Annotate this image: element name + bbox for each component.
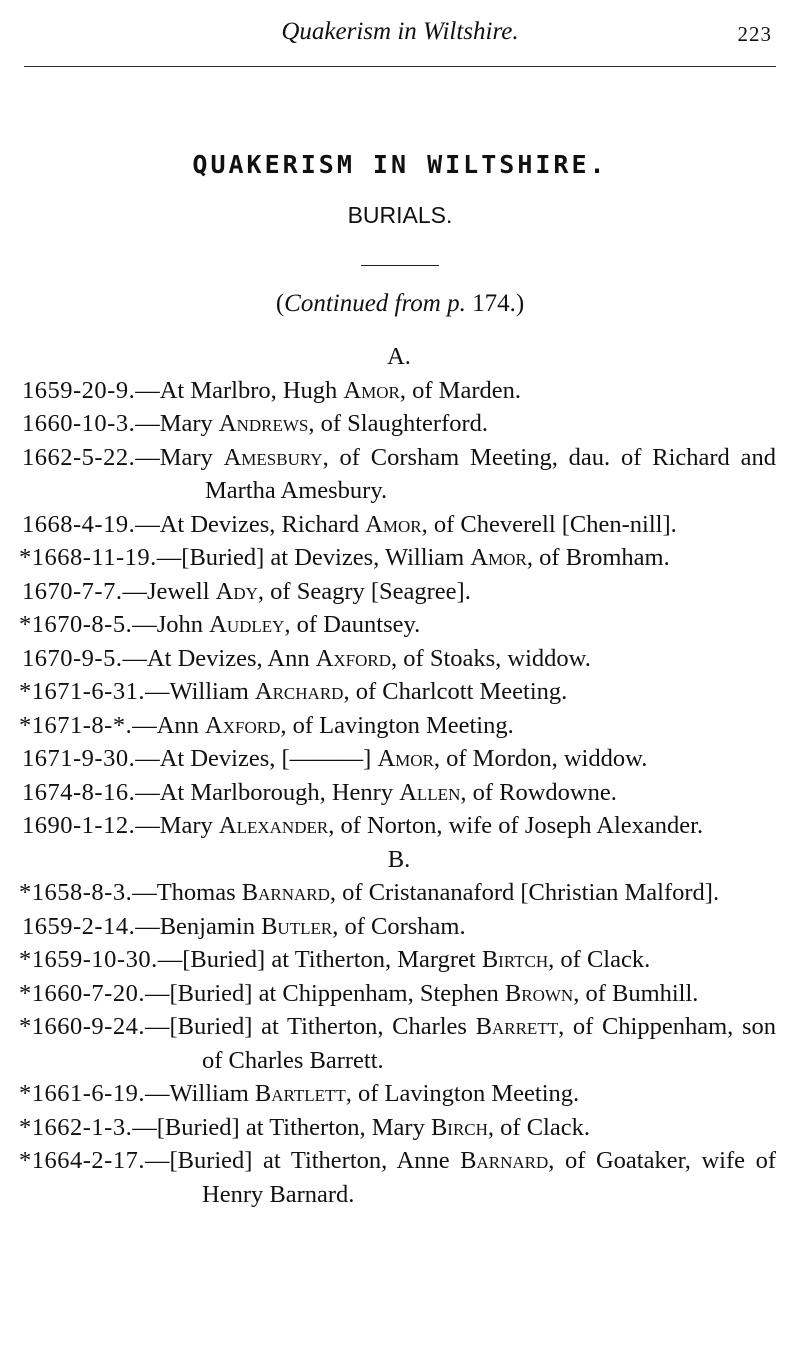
surname: Amor bbox=[470, 544, 527, 571]
entry-text: , of Clack. bbox=[487, 1113, 590, 1141]
surname: Ady bbox=[215, 577, 258, 605]
entry-text: —[Buried] at Titherton, Charles bbox=[144, 1013, 476, 1040]
continued-prefix: ( bbox=[275, 290, 285, 317]
burial-entry bbox=[22, 776, 776, 810]
burial-entry bbox=[19, 709, 776, 743]
surname: Archard bbox=[254, 678, 344, 705]
entry-date: 1670-9-5. bbox=[22, 644, 123, 672]
burial-entry bbox=[19, 608, 776, 642]
entry-date: *1660-7-20. bbox=[19, 979, 145, 1007]
surname: Barnard bbox=[241, 879, 330, 906]
page-number: 223 bbox=[737, 22, 772, 46]
burial-entry bbox=[19, 977, 776, 1011]
entry-text: , of Cristananaford [Christian Malford]. bbox=[329, 879, 720, 906]
entry-date: 1660-10-3. bbox=[22, 410, 136, 437]
entry-date: 1690-1-12. bbox=[22, 812, 136, 839]
burial-list bbox=[19, 340, 777, 1211]
entry-date: 1659-2-14. bbox=[22, 912, 136, 940]
burial-entry bbox=[19, 541, 776, 575]
entry-text: —John bbox=[132, 611, 210, 638]
burial-entry bbox=[22, 441, 776, 508]
running-header bbox=[0, 18, 800, 58]
burial-entry bbox=[19, 1144, 776, 1211]
entry-text: , of Charlcott Meeting. bbox=[343, 678, 568, 705]
entry-date: *1670-8-5. bbox=[19, 611, 133, 638]
entry-text: —Jewell bbox=[122, 577, 216, 605]
entry-date: *1662-1-3. bbox=[19, 1113, 133, 1141]
continued-page: 174.) bbox=[465, 290, 525, 317]
surname: Butler bbox=[261, 912, 333, 940]
surname: Amor bbox=[377, 745, 434, 772]
entry-text: —William bbox=[144, 1080, 255, 1107]
burial-entry bbox=[19, 1077, 776, 1111]
entry-text: , of Corsham. bbox=[332, 912, 466, 940]
entry-date: *1660-9-24. bbox=[19, 1013, 145, 1040]
burial-entry bbox=[22, 508, 776, 542]
entry-date: *1658-8-3. bbox=[19, 879, 133, 906]
surname: Amor bbox=[343, 376, 400, 404]
surname: Audley bbox=[209, 611, 285, 638]
entry-date: 1659-20-9. bbox=[22, 376, 136, 404]
surname: Axford bbox=[205, 711, 281, 739]
entry-text: , of Bromham. bbox=[526, 544, 670, 571]
entry-text: , of Lavington Meeting. bbox=[345, 1080, 580, 1107]
burial-entry bbox=[19, 1111, 776, 1145]
title-divider bbox=[361, 265, 439, 266]
entry-text: , of Norton, wife of Joseph Alexander. bbox=[328, 812, 704, 839]
surname: Alexander bbox=[218, 812, 329, 839]
surname: Barnard bbox=[460, 1147, 549, 1174]
entry-text: —Mary bbox=[135, 443, 224, 471]
burial-entry bbox=[19, 675, 776, 709]
entry-text: , of Chippenham, son of Charles Barrett. bbox=[202, 1013, 776, 1074]
entry-text: , of Lavington Meeting. bbox=[280, 711, 514, 739]
surname: Brown bbox=[504, 979, 574, 1007]
entry-text: , of Mordon, widdow. bbox=[433, 745, 648, 772]
entry-text: , of Seagry [Seagree]. bbox=[257, 577, 471, 605]
entry-text: , of Cheverell [Chen-nill]. bbox=[421, 510, 677, 538]
entry-text: , of Marden. bbox=[399, 376, 521, 404]
entry-text: —[Buried] at Chippenham, Stephen bbox=[144, 979, 505, 1007]
entry-text: —At Devizes, Ann bbox=[122, 644, 316, 672]
continued-note bbox=[0, 290, 800, 318]
entry-text: , of Bumhill. bbox=[573, 979, 699, 1007]
surname: Birtch bbox=[481, 946, 549, 973]
entry-text: —Thomas bbox=[132, 879, 242, 906]
surname: Birch bbox=[430, 1113, 488, 1141]
entry-date: *1659-10-30. bbox=[19, 946, 158, 973]
surname: Bartlett bbox=[254, 1080, 346, 1107]
entry-date: 1671-9-30. bbox=[22, 745, 136, 772]
surname: Barrett bbox=[475, 1013, 559, 1040]
entry-date: *1671-6-31. bbox=[19, 678, 145, 705]
section-letter: A. bbox=[387, 343, 411, 370]
entry-text: , of Corsham Meeting, dau. of Richard and Martha Amesbury. bbox=[205, 443, 776, 504]
burial-entry bbox=[22, 642, 776, 676]
entry-text: —At Marlborough, Henry bbox=[135, 778, 400, 806]
burial-entry bbox=[22, 575, 776, 609]
entry-text: , of Dauntsey. bbox=[284, 611, 421, 638]
entry-text: , of Slaughterford. bbox=[308, 410, 489, 437]
entry-text: —[Buried] at Titherton, Anne bbox=[144, 1147, 461, 1174]
section-subtitle: BURIALS. bbox=[347, 202, 453, 228]
entry-date: 1662-5-22. bbox=[22, 443, 136, 471]
entry-text: —Benjamin bbox=[135, 912, 262, 940]
burial-entry bbox=[19, 876, 776, 910]
entry-text: —At Devizes, [———] bbox=[135, 745, 378, 772]
burial-entry bbox=[22, 809, 776, 843]
surname: Axford bbox=[315, 644, 392, 672]
surname: Andrews bbox=[218, 410, 309, 437]
entry-text: , of Stoaks, widdow. bbox=[391, 644, 591, 672]
burial-entry bbox=[22, 407, 776, 441]
running-title: Quakerism in Wiltshire. bbox=[281, 18, 519, 45]
entry-text: , of Goataker, wife of Henry Barnard. bbox=[202, 1147, 777, 1208]
entry-text: —[Buried] at Titherton, Mary bbox=[132, 1113, 431, 1141]
entry-text: —[Buried] at Devizes, William bbox=[156, 544, 471, 571]
surname: Amor bbox=[365, 510, 422, 538]
entry-date: *1661-6-19. bbox=[19, 1080, 145, 1107]
surname: Allen bbox=[399, 778, 461, 806]
burial-entry bbox=[22, 910, 776, 944]
entry-text: —At Marlbro, Hugh bbox=[135, 376, 344, 404]
burial-entry bbox=[19, 1010, 776, 1077]
entry-text: —[Buried] at Titherton, Margret bbox=[157, 946, 482, 973]
entry-text: —Mary bbox=[135, 410, 219, 437]
article-title: QUAKERISM IN WILTSHIRE. bbox=[192, 150, 608, 179]
burial-entry bbox=[22, 742, 776, 776]
continued-italic: Continued from p. bbox=[284, 290, 466, 317]
burial-entry bbox=[22, 374, 776, 408]
burial-entry bbox=[19, 943, 776, 977]
entry-date: 1670-7-7. bbox=[22, 577, 123, 605]
entry-date: 1668-4-19. bbox=[22, 510, 136, 538]
entry-text: , of Clack. bbox=[548, 946, 651, 973]
entry-text: , of Rowdowne. bbox=[460, 778, 617, 806]
entry-text: —Mary bbox=[135, 812, 219, 839]
entry-text: —William bbox=[144, 678, 255, 705]
entry-date: *1664-2-17. bbox=[19, 1147, 145, 1174]
surname: Amesbury bbox=[223, 443, 323, 471]
entry-date: 1674-8-16. bbox=[22, 778, 136, 806]
section-letter: B. bbox=[387, 845, 411, 873]
header-rule bbox=[24, 66, 776, 67]
entry-text: —Ann bbox=[132, 711, 206, 739]
entry-date: *1671-8-*. bbox=[19, 711, 133, 739]
entry-date: *1668-11-19. bbox=[19, 544, 157, 571]
entry-text: —At Devizes, Richard bbox=[135, 510, 366, 538]
